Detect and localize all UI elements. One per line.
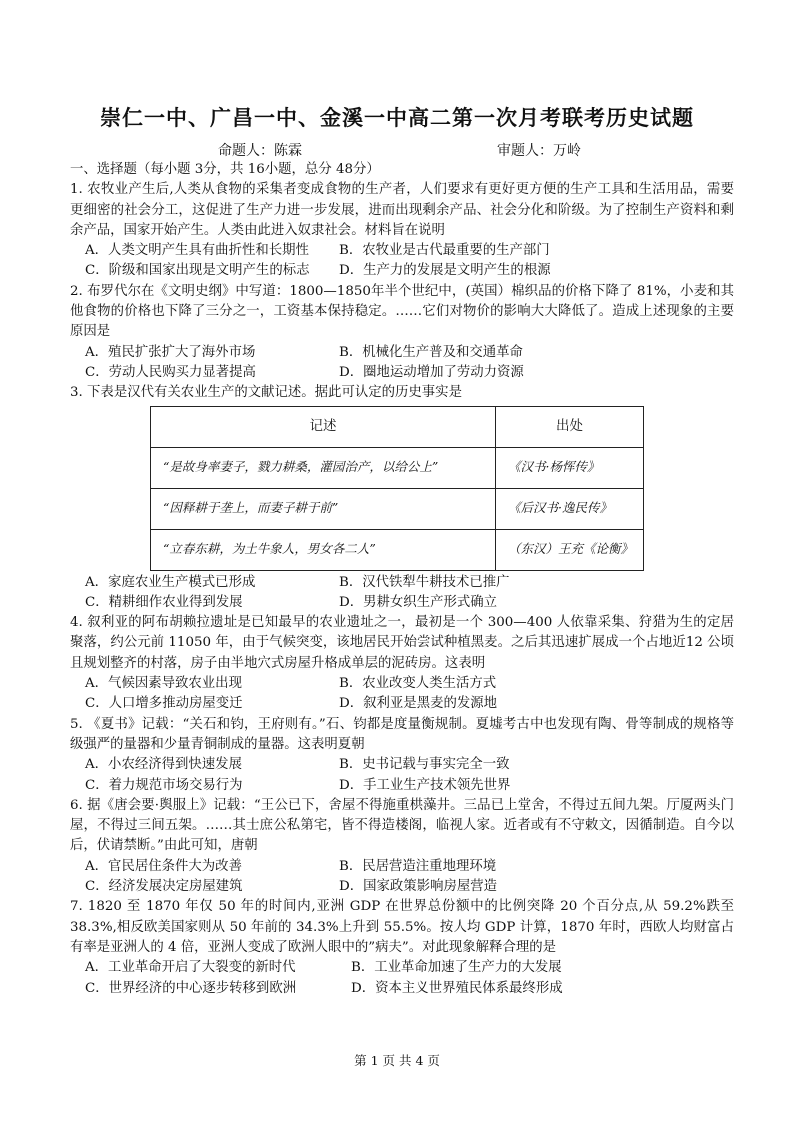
option-d: D．生产力的发展是文明产生的根源 (339, 263, 551, 279)
option-a: A．工业革命开启了大裂变的新时代 (85, 960, 296, 976)
table-cell: 《后汉书·逸民传》 (496, 488, 644, 529)
options (70, 674, 734, 715)
option-d: D．圈地运动增加了劳动力资源 (339, 364, 524, 380)
options (70, 755, 734, 796)
table-cell: “立春东耕，为土牛象人，男女各二人” (151, 529, 496, 570)
question-reviewer: 审题人：万岭 (497, 143, 581, 159)
question-3 (70, 383, 734, 613)
question-stem: 4. 叙利亚的阿布胡赖拉遗址是已知最早的农业遗址之一，最初是一个 300—400 人依靠采集、狩猎为生的定居聚落，约公元前 11050 年，由于气候突变，该地居民开始尝试种植黑麦。之后其迅速扩展成一个占地近12 公顷且规划整齐的村落，房子由半地穴式房屋升格成单层的泥砖房。这表明 (70, 615, 734, 671)
exam-content (70, 160, 734, 999)
question-stem: 6. 据《唐会要·舆服上》记载：“王公已下，舍屋不得施重栱藻井。三品已上堂舍，不得过五间九架。厅厦两头门屋，不得过三间五架。……其士庶公私第宅，皆不得造楼阁，临视人家。近者或有不守敕文，因循制造。自今以后，伏请禁断。”由此可知，唐朝 (70, 797, 734, 854)
option-c: C．劳动人民购买力显著提高 (85, 364, 256, 380)
question-7 (70, 897, 734, 998)
table-cell: “是故身率妻子，戮力耕桑，灌园治产，以给公上” (151, 447, 496, 488)
section-heading: 一、选择题（每小题 3分，共 16小题，总分 48分） (70, 162, 380, 177)
table-cell: 《汉书·杨恽传》 (496, 447, 644, 488)
option-b: B．农业改变人类生活方式 (339, 676, 497, 692)
table-row (151, 488, 644, 529)
option-a: A．殖民扩张扩大了海外市场 (85, 344, 256, 360)
options (70, 241, 734, 282)
option-b: B．民居营造注重地理环境 (339, 858, 497, 874)
options (70, 573, 734, 614)
options (70, 857, 734, 898)
table-row (151, 529, 644, 570)
option-c: C．精耕细作农业得到发展 (85, 594, 243, 610)
option-a: A．家庭农业生产模式已形成 (85, 574, 256, 590)
question-2 (70, 282, 734, 383)
table-header: 记述 (151, 406, 496, 447)
option-c: C．经济发展决定房屋建筑 (85, 879, 243, 895)
question-stem: 2. 布罗代尔在《文明史纲》中写道：1800—1850年半个世纪中，(英国）棉织品的价格下降了 81%，小麦和其他食物的价格也下降了三分之一，工资基本保持稳定。……它们对物价的影响大大降低了。造成上述现象的主要原因是 (70, 283, 734, 340)
option-d: D．手工业生产技术领先世界 (339, 777, 511, 793)
question-1 (70, 180, 734, 281)
option-c: C．世界经济的中心逐步转移到欧洲 (85, 980, 297, 996)
option-b: B．工业革命加速了生产力的大发展 (351, 960, 562, 976)
option-c: C．着力规范市场交易行为 (85, 777, 243, 793)
option-d: D．叙利亚是黑麦的发源地 (339, 696, 498, 712)
option-a: A．小农经济得到快速发展 (85, 757, 242, 773)
option-d: D．男耕女织生产形式确立 (339, 594, 498, 610)
exam-title: 崇仁一中、广昌一中、金溪一中高二第一次月考联考历史试题 (100, 105, 694, 130)
page-number: 第 1 页 共 4 页 (354, 1053, 440, 1068)
option-d: D．国家政策影响房屋营造 (339, 879, 498, 895)
question-stem: 5. 《夏书》记载：“关石和钧，王府则有。”石、钧都是度量衡规制。夏墟考古中也发现有陶、骨等制成的规格等级强严的量器和少量青铜制成的量器。这表明夏朝 (70, 716, 734, 752)
option-b: B．机械化生产普及和交通革命 (339, 344, 523, 360)
option-c: C．人口增多推动房屋变迁 (85, 696, 243, 712)
question-stem: 3. 下表是汉代有关农业生产的文献记述。据此可认定的历史事实是 (70, 385, 462, 401)
option-a: A．官民居住条件大为改善 (85, 858, 242, 874)
question-stem: 7. 1820 至 1870 年仅 50 年的时间内,亚洲 GDP 在世界总份额中的比例突降 20 个百分点,从 59.2%跌至 38.3%,相反欧美国家则从 50 年前的 34.3%上升到 55.5%。按人均 GDP 计算，1870 年时，西欧人均财富占有率是亚洲人的 4 倍，亚洲人变成了欧洲人眼中的”病夫”。对此现象解释合理的是 (70, 899, 734, 955)
options (70, 343, 734, 384)
question-5 (70, 715, 734, 796)
option-a: A．气候因素导致农业出现 (85, 676, 242, 692)
question-stem: 1. 农牧业产生后,人类从食物的采集者变成食物的生产者，人们要求有更好更方便的生产工具和生活用品，需要更细密的社会分工，这促进了生产力进一步发展，进而出现剩余产品、社会分化和阶级。为了控制生产资料和剩余产品，国家开始产生。人类由此进入奴隶社会。材料旨在说明 (70, 182, 734, 238)
table-row (151, 447, 644, 488)
table-header: 出处 (496, 406, 644, 447)
question-setter: 命题人：陈霖 (218, 143, 302, 159)
option-d: D．资本主义世界殖民体系最终形成 (351, 980, 563, 996)
question-6 (70, 796, 734, 897)
option-c: C．阶级和国家出现是文明产生的标志 (85, 263, 310, 279)
option-a: A．人类文明产生具有曲折性和长期性 (85, 243, 309, 259)
author-line (0, 140, 794, 160)
option-b: B．汉代铁犁牛耕技术已推广 (339, 574, 510, 590)
table-cell: “因释耕于垄上，而妻子耕于前” (151, 488, 496, 529)
option-b: B．史书记载与事实完全一致 (339, 757, 510, 773)
question-4 (70, 613, 734, 714)
option-b: B．农牧业是古代最重要的生产部门 (339, 243, 550, 259)
table-cell: （东汉）王充《论衡》 (496, 529, 644, 570)
source-table (150, 406, 644, 571)
table-header-row (151, 406, 644, 447)
options (70, 958, 734, 999)
